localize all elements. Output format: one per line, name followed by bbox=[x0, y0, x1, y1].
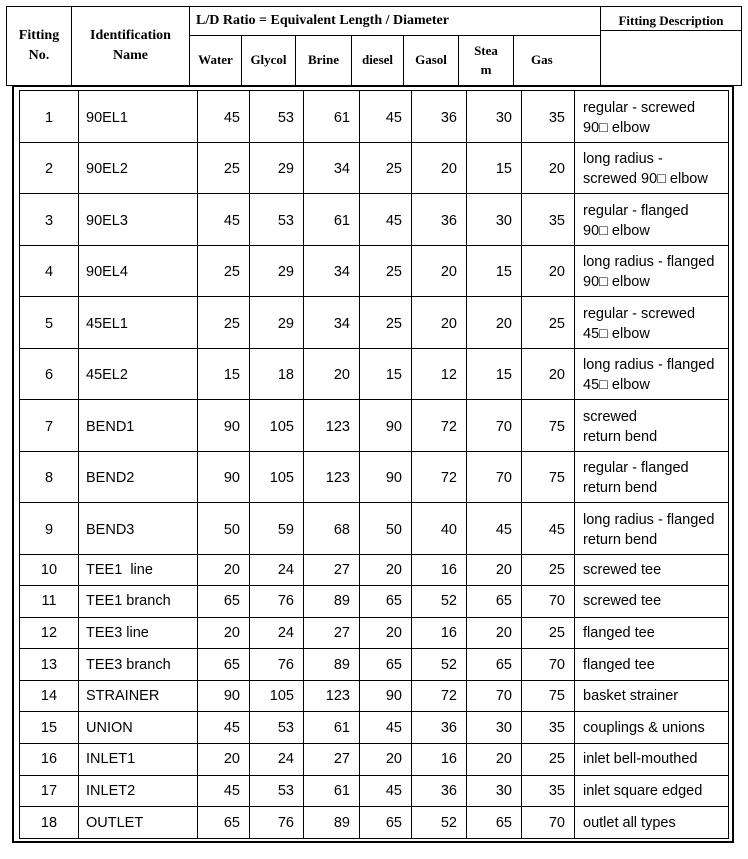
description-line1: screwed tee bbox=[583, 561, 662, 578]
fitting-description-cell bbox=[575, 245, 729, 297]
ld-value-cell-steam: 20 bbox=[467, 297, 522, 349]
ld-value-cell-water: 25 bbox=[198, 142, 250, 194]
identification-name-cell: UNION bbox=[79, 712, 198, 744]
ld-value-cell-water: 65 bbox=[198, 807, 250, 839]
ld-value-cell-water: 20 bbox=[198, 744, 250, 776]
ld-value-cell-gasol: 36 bbox=[412, 194, 467, 246]
ld-value-cell-gasol: 72 bbox=[412, 680, 467, 712]
fitting-description-cell bbox=[575, 400, 729, 452]
table-row bbox=[20, 775, 729, 807]
identification-name-cell: BEND3 bbox=[79, 503, 198, 555]
fitting-description-header: Fitting Description bbox=[600, 6, 742, 86]
identification-name-cell: 90EL4 bbox=[79, 245, 198, 297]
description-line1: basket strainer bbox=[583, 688, 679, 705]
ld-value-cell-glycol: 59 bbox=[250, 503, 304, 555]
identification-name-cell: TEE1 branch bbox=[79, 586, 198, 618]
ld-value-cell-gas: 75 bbox=[522, 680, 575, 712]
fitting-no-cell: 3 bbox=[20, 194, 79, 246]
table-row bbox=[20, 617, 729, 649]
ld-value-cell-brine: 27 bbox=[304, 554, 360, 586]
ld-value-cell-water: 20 bbox=[198, 617, 250, 649]
ld-value-cell-diesel: 45 bbox=[360, 775, 412, 807]
id-name-header-line1: Identification bbox=[90, 27, 171, 43]
ld-value-cell-diesel: 25 bbox=[360, 297, 412, 349]
fitting-description-cell bbox=[575, 649, 729, 681]
ld-value-cell-gasol: 20 bbox=[412, 297, 467, 349]
fitting-description-cell bbox=[575, 744, 729, 776]
fitting-no-cell: 12 bbox=[20, 617, 79, 649]
fitting-description-cell bbox=[575, 297, 729, 349]
table-row bbox=[20, 807, 729, 839]
ld-value-cell-steam: 65 bbox=[467, 807, 522, 839]
ld-value-cell-diesel: 15 bbox=[360, 348, 412, 400]
table-row bbox=[20, 586, 729, 618]
fluid-header-3: diesel bbox=[351, 35, 404, 86]
fitting-no-cell: 14 bbox=[20, 680, 79, 712]
ld-value-cell-gas: 75 bbox=[522, 451, 575, 503]
description-line2: return bend bbox=[583, 428, 658, 445]
description-line2: 45□ elbow bbox=[583, 377, 650, 394]
ld-value-cell-diesel: 65 bbox=[360, 649, 412, 681]
description-line1: regular - flanged bbox=[583, 202, 689, 219]
fittings-table-body bbox=[20, 91, 729, 839]
ld-value-cell-gasol: 40 bbox=[412, 503, 467, 555]
ld-value-cell-water: 90 bbox=[198, 400, 250, 452]
fluid-header-4: Gasol bbox=[403, 35, 459, 86]
identification-name-cell: TEE3 branch bbox=[79, 649, 198, 681]
ld-value-cell-glycol: 76 bbox=[250, 649, 304, 681]
ld-value-cell-diesel: 65 bbox=[360, 586, 412, 618]
ld-value-cell-glycol: 24 bbox=[250, 744, 304, 776]
ld-value-cell-steam: 30 bbox=[467, 91, 522, 143]
identification-name-cell: TEE1 line bbox=[79, 554, 198, 586]
table-row bbox=[20, 680, 729, 712]
ld-value-cell-steam: 30 bbox=[467, 194, 522, 246]
ld-value-cell-diesel: 90 bbox=[360, 400, 412, 452]
table-header bbox=[6, 6, 742, 86]
ld-value-cell-glycol: 24 bbox=[250, 554, 304, 586]
id-name-header-line2: Name bbox=[112, 48, 148, 63]
description-line1: long radius - flanged bbox=[583, 511, 715, 528]
identification-name-cell: TEE3 line bbox=[79, 617, 198, 649]
description-line1: screwed bbox=[583, 408, 637, 425]
identification-name-cell: INLET2 bbox=[79, 775, 198, 807]
table-row bbox=[20, 297, 729, 349]
ld-value-cell-gas: 35 bbox=[522, 775, 575, 807]
ld-value-cell-brine: 123 bbox=[304, 400, 360, 452]
ld-value-cell-water: 15 bbox=[198, 348, 250, 400]
description-line1: long radius - flanged bbox=[583, 357, 715, 374]
ld-value-cell-glycol: 105 bbox=[250, 680, 304, 712]
fluid-header-1: Glycol bbox=[241, 35, 296, 86]
identification-name-cell: 45EL2 bbox=[79, 348, 198, 400]
description-line2: 90□ elbow bbox=[583, 222, 650, 239]
ld-value-cell-gasol: 20 bbox=[412, 245, 467, 297]
ld-value-cell-brine: 61 bbox=[304, 712, 360, 744]
fitting-description-cell bbox=[575, 348, 729, 400]
ld-value-cell-gas: 70 bbox=[522, 649, 575, 681]
ld-value-cell-glycol: 29 bbox=[250, 142, 304, 194]
description-line1: couplings & unions bbox=[583, 719, 705, 736]
ld-value-cell-steam: 15 bbox=[467, 142, 522, 194]
ld-value-cell-gas: 25 bbox=[522, 297, 575, 349]
fluid-header-0: Water bbox=[189, 35, 242, 86]
fitting-description-cell bbox=[575, 503, 729, 555]
fitting-description-cell bbox=[575, 194, 729, 246]
ld-value-cell-gas: 20 bbox=[522, 142, 575, 194]
ld-value-cell-gas: 25 bbox=[522, 554, 575, 586]
ld-value-cell-gasol: 72 bbox=[412, 451, 467, 503]
ld-value-cell-brine: 89 bbox=[304, 586, 360, 618]
ld-value-cell-steam: 70 bbox=[467, 400, 522, 452]
ld-value-cell-glycol: 53 bbox=[250, 775, 304, 807]
ld-value-cell-brine: 27 bbox=[304, 744, 360, 776]
description-line1: flanged tee bbox=[583, 656, 655, 673]
ld-value-cell-gasol: 52 bbox=[412, 586, 467, 618]
ld-value-cell-brine: 20 bbox=[304, 348, 360, 400]
description-line1: regular - flanged bbox=[583, 460, 689, 477]
table-row bbox=[20, 503, 729, 555]
fitting-no-cell: 5 bbox=[20, 297, 79, 349]
fitting-no-cell: 1 bbox=[20, 91, 79, 143]
ld-value-cell-water: 65 bbox=[198, 649, 250, 681]
ld-value-cell-steam: 20 bbox=[467, 744, 522, 776]
ld-ratio-header: L/D Ratio = Equivalent Length / Diameter bbox=[189, 6, 601, 36]
ld-value-cell-water: 25 bbox=[198, 245, 250, 297]
ld-value-cell-glycol: 53 bbox=[250, 712, 304, 744]
ld-value-cell-gasol: 36 bbox=[412, 775, 467, 807]
identification-name-cell: STRAINER bbox=[79, 680, 198, 712]
ld-value-cell-gas: 45 bbox=[522, 503, 575, 555]
description-line2: 45□ elbow bbox=[583, 325, 650, 342]
ld-value-cell-steam: 15 bbox=[467, 245, 522, 297]
ld-value-cell-gasol: 20 bbox=[412, 142, 467, 194]
ld-value-cell-steam: 65 bbox=[467, 586, 522, 618]
ld-value-cell-gas: 20 bbox=[522, 245, 575, 297]
ld-value-cell-diesel: 20 bbox=[360, 554, 412, 586]
ld-value-cell-gasol: 16 bbox=[412, 617, 467, 649]
ld-value-cell-water: 90 bbox=[198, 680, 250, 712]
ld-value-cell-water: 25 bbox=[198, 297, 250, 349]
fitting-description-cell bbox=[575, 554, 729, 586]
ld-value-cell-water: 50 bbox=[198, 503, 250, 555]
ld-value-cell-glycol: 53 bbox=[250, 194, 304, 246]
ld-value-cell-diesel: 45 bbox=[360, 194, 412, 246]
ld-value-cell-glycol: 24 bbox=[250, 617, 304, 649]
ld-value-cell-brine: 68 bbox=[304, 503, 360, 555]
ld-value-cell-brine: 123 bbox=[304, 451, 360, 503]
fluid-header-2: Brine bbox=[295, 35, 352, 86]
ld-value-cell-water: 65 bbox=[198, 586, 250, 618]
fitting-no-header bbox=[6, 6, 72, 86]
identification-name-cell: BEND1 bbox=[79, 400, 198, 452]
ld-value-cell-gas: 70 bbox=[522, 586, 575, 618]
ld-value-cell-brine: 34 bbox=[304, 245, 360, 297]
ld-value-cell-gasol: 16 bbox=[412, 744, 467, 776]
ld-value-cell-steam: 15 bbox=[467, 348, 522, 400]
description-line1: outlet all types bbox=[583, 814, 676, 831]
ld-value-cell-diesel: 25 bbox=[360, 245, 412, 297]
ld-value-cell-steam: 20 bbox=[467, 617, 522, 649]
ld-value-cell-diesel: 20 bbox=[360, 617, 412, 649]
fitting-no-cell: 18 bbox=[20, 807, 79, 839]
ld-value-cell-steam: 45 bbox=[467, 503, 522, 555]
ld-value-cell-steam: 70 bbox=[467, 451, 522, 503]
ld-value-cell-steam: 65 bbox=[467, 649, 522, 681]
ld-value-cell-steam: 30 bbox=[467, 712, 522, 744]
fitting-no-cell: 2 bbox=[20, 142, 79, 194]
fitting-description-cell bbox=[575, 680, 729, 712]
ld-value-cell-gas: 35 bbox=[522, 194, 575, 246]
ld-value-cell-glycol: 18 bbox=[250, 348, 304, 400]
ld-value-cell-steam: 20 bbox=[467, 554, 522, 586]
ld-value-cell-brine: 61 bbox=[304, 775, 360, 807]
fitting-description-cell bbox=[575, 775, 729, 807]
description-line2: screwed 90□ elbow bbox=[583, 171, 708, 188]
ld-value-cell-glycol: 29 bbox=[250, 245, 304, 297]
identification-name-cell: BEND2 bbox=[79, 451, 198, 503]
fitting-no-cell: 6 bbox=[20, 348, 79, 400]
ld-value-cell-glycol: 105 bbox=[250, 451, 304, 503]
description-line1: flanged tee bbox=[583, 624, 655, 641]
ld-value-cell-brine: 34 bbox=[304, 297, 360, 349]
ld-value-cell-diesel: 45 bbox=[360, 91, 412, 143]
fitting-no-header-line2: No. bbox=[28, 48, 50, 63]
ld-value-cell-gas: 25 bbox=[522, 617, 575, 649]
description-line2: 90□ elbow bbox=[583, 119, 650, 136]
fittings-table bbox=[19, 90, 729, 839]
description-line2: return bend bbox=[583, 531, 658, 548]
ld-value-cell-brine: 34 bbox=[304, 142, 360, 194]
ld-value-cell-water: 90 bbox=[198, 451, 250, 503]
fitting-no-cell: 15 bbox=[20, 712, 79, 744]
ld-value-cell-diesel: 25 bbox=[360, 142, 412, 194]
fitting-description-cell bbox=[575, 91, 729, 143]
ld-value-cell-gasol: 52 bbox=[412, 649, 467, 681]
ld-value-cell-glycol: 29 bbox=[250, 297, 304, 349]
ld-value-cell-gas: 75 bbox=[522, 400, 575, 452]
table-row bbox=[20, 554, 729, 586]
ld-value-cell-gasol: 72 bbox=[412, 400, 467, 452]
ld-value-cell-diesel: 50 bbox=[360, 503, 412, 555]
description-line2: return bend bbox=[583, 480, 658, 497]
table-row bbox=[20, 91, 729, 143]
ld-value-cell-water: 20 bbox=[198, 554, 250, 586]
ld-value-cell-gas: 35 bbox=[522, 712, 575, 744]
identification-name-cell: 90EL1 bbox=[79, 91, 198, 143]
fitting-description-cell bbox=[575, 712, 729, 744]
ld-value-cell-gasol: 16 bbox=[412, 554, 467, 586]
ld-value-cell-brine: 61 bbox=[304, 91, 360, 143]
fitting-no-cell: 7 bbox=[20, 400, 79, 452]
identification-name-header bbox=[71, 6, 190, 86]
description-line1: long radius - bbox=[583, 151, 663, 168]
fitting-description-cell bbox=[575, 451, 729, 503]
identification-name-cell: 90EL3 bbox=[79, 194, 198, 246]
ld-value-cell-glycol: 76 bbox=[250, 586, 304, 618]
description-line1: inlet square edged bbox=[583, 782, 703, 799]
ld-value-cell-water: 45 bbox=[198, 775, 250, 807]
fitting-no-cell: 8 bbox=[20, 451, 79, 503]
ld-value-cell-gasol: 36 bbox=[412, 91, 467, 143]
table-row bbox=[20, 348, 729, 400]
ld-value-cell-steam: 70 bbox=[467, 680, 522, 712]
ld-value-cell-glycol: 105 bbox=[250, 400, 304, 452]
ld-value-cell-gasol: 12 bbox=[412, 348, 467, 400]
fluid-header-5: Stea m bbox=[458, 35, 514, 86]
fitting-no-cell: 11 bbox=[20, 586, 79, 618]
table-row bbox=[20, 712, 729, 744]
table-row bbox=[20, 194, 729, 246]
table-row bbox=[20, 451, 729, 503]
ld-value-cell-water: 45 bbox=[198, 712, 250, 744]
ld-value-cell-gasol: 52 bbox=[412, 807, 467, 839]
ld-value-cell-glycol: 76 bbox=[250, 807, 304, 839]
ld-value-cell-steam: 30 bbox=[467, 775, 522, 807]
fitting-no-cell: 13 bbox=[20, 649, 79, 681]
description-line1: regular - screwed bbox=[583, 99, 696, 116]
description-line1: inlet bell-mouthed bbox=[583, 751, 698, 768]
ld-value-cell-gas: 35 bbox=[522, 91, 575, 143]
table-row bbox=[20, 142, 729, 194]
table-row bbox=[20, 400, 729, 452]
identification-name-cell: OUTLET bbox=[79, 807, 198, 839]
fitting-no-header-line1: Fitting bbox=[18, 27, 60, 43]
ld-value-cell-diesel: 90 bbox=[360, 680, 412, 712]
description-line1: screwed tee bbox=[583, 593, 662, 610]
table-body-frame bbox=[12, 86, 734, 843]
fluid-header-6: Gas bbox=[513, 35, 601, 86]
fitting-description-cell bbox=[575, 142, 729, 194]
ld-value-cell-gas: 25 bbox=[522, 744, 575, 776]
fitting-description-cell bbox=[575, 586, 729, 618]
ld-value-cell-water: 45 bbox=[198, 91, 250, 143]
ld-value-cell-brine: 89 bbox=[304, 807, 360, 839]
fitting-description-header-divider bbox=[600, 30, 742, 86]
description-line2: 90□ elbow bbox=[583, 274, 650, 291]
ld-value-cell-brine: 123 bbox=[304, 680, 360, 712]
fitting-no-cell: 16 bbox=[20, 744, 79, 776]
ld-value-cell-diesel: 45 bbox=[360, 712, 412, 744]
ld-value-cell-gasol: 36 bbox=[412, 712, 467, 744]
description-line1: long radius - flanged bbox=[583, 254, 715, 271]
fitting-no-cell: 10 bbox=[20, 554, 79, 586]
fitting-no-cell: 9 bbox=[20, 503, 79, 555]
table-row bbox=[20, 245, 729, 297]
fitting-no-cell: 4 bbox=[20, 245, 79, 297]
ld-value-cell-water: 45 bbox=[198, 194, 250, 246]
ld-value-cell-brine: 61 bbox=[304, 194, 360, 246]
identification-name-cell: 45EL1 bbox=[79, 297, 198, 349]
fitting-description-cell bbox=[575, 617, 729, 649]
ld-value-cell-brine: 27 bbox=[304, 617, 360, 649]
description-line1: regular - screwed bbox=[583, 305, 696, 322]
table-row bbox=[20, 744, 729, 776]
ld-value-cell-gas: 20 bbox=[522, 348, 575, 400]
ld-value-cell-brine: 89 bbox=[304, 649, 360, 681]
ld-value-cell-diesel: 20 bbox=[360, 744, 412, 776]
identification-name-cell: INLET1 bbox=[79, 744, 198, 776]
fitting-description-cell bbox=[575, 807, 729, 839]
table-row bbox=[20, 649, 729, 681]
identification-name-cell: 90EL2 bbox=[79, 142, 198, 194]
ld-value-cell-diesel: 90 bbox=[360, 451, 412, 503]
ld-value-cell-gas: 70 bbox=[522, 807, 575, 839]
fitting-no-cell: 17 bbox=[20, 775, 79, 807]
ld-value-cell-glycol: 53 bbox=[250, 91, 304, 143]
ld-value-cell-diesel: 65 bbox=[360, 807, 412, 839]
